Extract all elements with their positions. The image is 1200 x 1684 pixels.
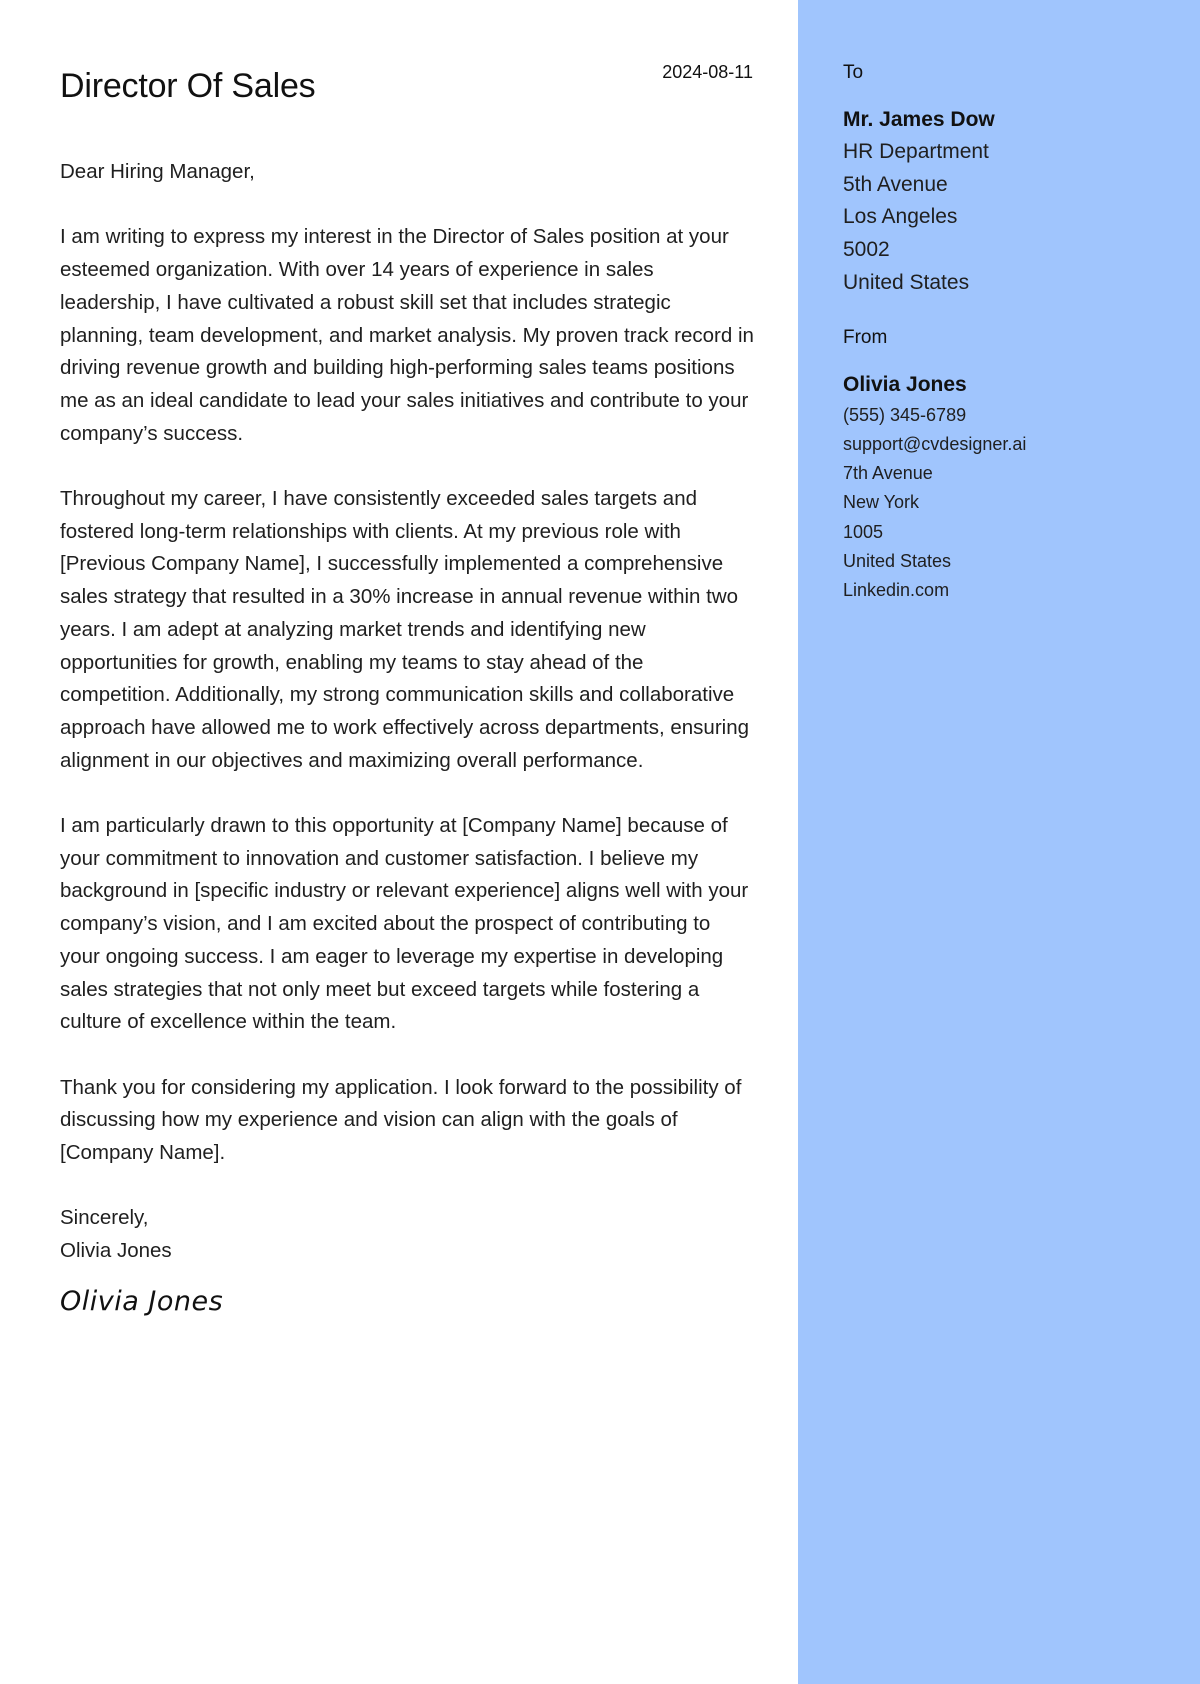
sender-phone: (555) 345-6789	[843, 404, 967, 425]
sender-postcode: 1005	[843, 521, 884, 542]
letter-paragraph: I am writing to express my interest in the Director of Sales position at your esteemed organization. With over 14 years of experience in sales leadership, I have cultivated a robust skill set that includes strategic planning, team development, and market analysis. My proven track record in driving revenue growth and building high-performing sales teams positions me as an ideal candidate to lead your sales initiatives and contribute to your company’s success.	[60, 225, 754, 445]
handwritten-signature: Olivia Jones	[60, 1285, 224, 1317]
page-title: Director Of Sales	[60, 67, 316, 105]
recipient-name: Mr. James Dow	[843, 108, 995, 131]
recipient-department: HR Department	[843, 140, 989, 163]
from-heading: From	[843, 326, 888, 348]
letter-greeting: Dear Hiring Manager,	[60, 160, 255, 183]
letter-paragraph: Throughout my career, I have consistently exceeded sales targets and fostered long-term relationships with clients. At my previous role with [Previous Company Name], I successfully implemented a comprehensive sales strategy that resulted in a 30% increase in annual revenue within two years. I am adept at analyzing market trends and identifying new opportunities for growth, enabling my teams to stay ahead of the competition. Additionally, my strong communication skills and collaborative approach have allowed me to work effectively across departments, ensuring alignment in our objectives and maximizing overall performance.	[60, 487, 750, 772]
sender-block	[843, 327, 1183, 606]
recipient-city: Los Angeles	[843, 205, 958, 229]
sender-city: New York	[843, 492, 920, 513]
sender-email: support@cvdesigner.ai	[843, 433, 1027, 454]
sender-country: United States	[843, 551, 952, 571]
recipient-country: United States	[843, 270, 970, 294]
recipient-street: 5th Avenue	[843, 172, 948, 196]
letter-closing-name: Olivia Jones	[60, 1239, 172, 1263]
contact-sidebar	[798, 0, 1200, 1684]
letter-body	[60, 156, 754, 1319]
recipient-postcode: 5002	[843, 238, 890, 262]
sender-street: 7th Avenue	[843, 463, 933, 484]
letter-paragraph: I am particularly drawn to this opportunity at [Company Name] because of your commitment to innovation and customer satisfaction. I believe my background in [specific industry or relevant experience] aligns well with your company’s vision, and I am excited about the prospect of contributing to your ongoing success. I am eager to leverage my expertise in developing sales strategies that not only meet but exceed targets while fostering a culture of excellence within the team.	[60, 814, 749, 1034]
letter-paragraph: Thank you for considering my application. I look forward to the possibility of discussing how my experience and vision can align with the goals of [Company Name].	[60, 1075, 742, 1165]
sender-name: Olivia Jones	[843, 372, 967, 396]
letter-date: 2024-08-11	[662, 62, 753, 82]
contact-sidebar-content	[843, 62, 1183, 606]
letter-closing: Sincerely,	[60, 1206, 149, 1230]
to-heading: To	[843, 62, 864, 83]
sender-linkedin: Linkedin.com	[843, 580, 950, 601]
